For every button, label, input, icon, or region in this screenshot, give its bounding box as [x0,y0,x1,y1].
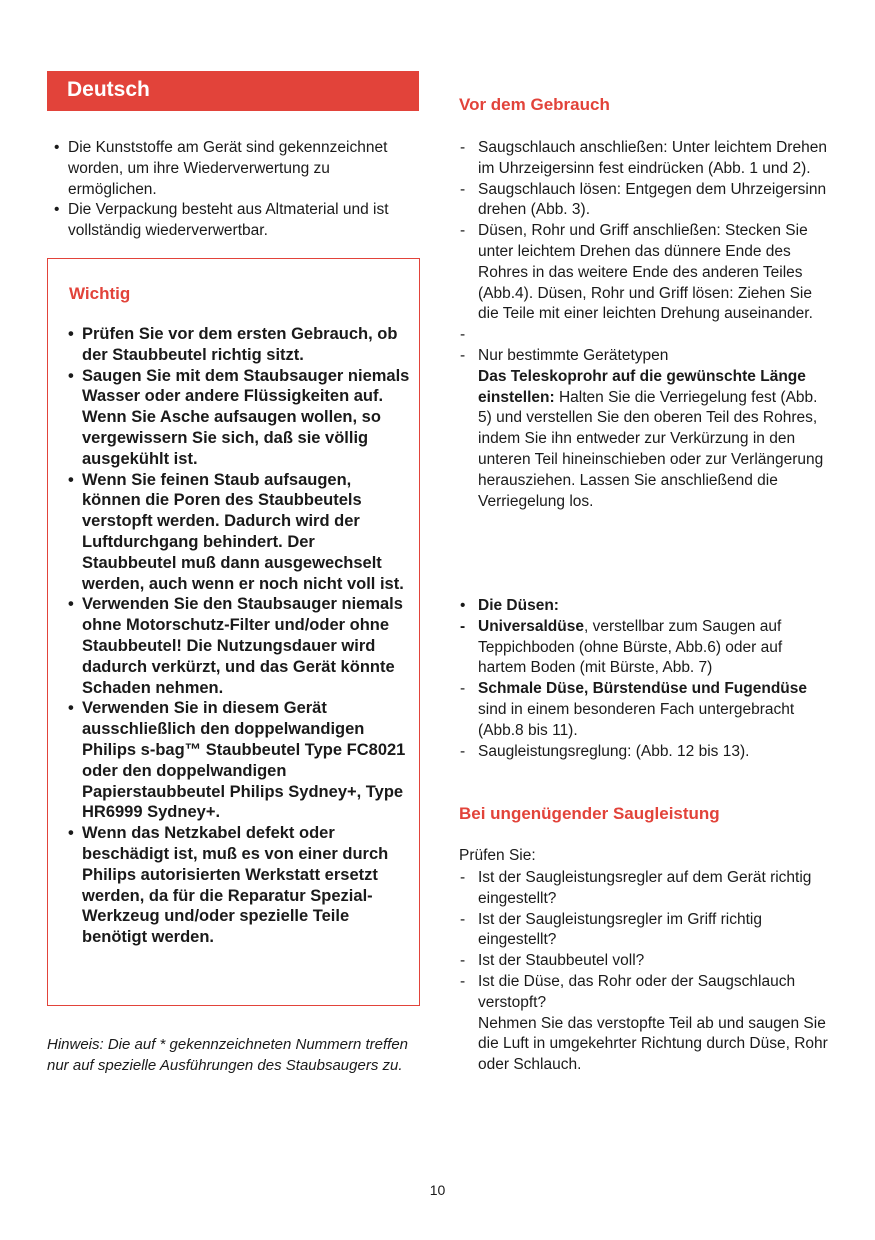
important-notice-box [47,258,420,1006]
list-item [459,972,829,1076]
small-nozzles-text: sind in einem besonderen Fach untergebracht (Abb.8 bis 11). [478,700,795,739]
list-item-telescope [459,346,829,512]
insufficient-suction-list [459,868,829,1076]
blocked-question: Ist die Düse, das Rohr oder der Saugschlauch verstopft? [478,972,796,1011]
list-item [459,617,829,679]
small-nozzles-label: Schmale Düse, Bürstendüse und Fugendüse [478,680,808,698]
footnote: Hinweis: Die auf * gekennzeichneten Nummern treffen nur auf spezielle Ausführungen des Staubsaugers zu. [47,1036,409,1074]
intro-bullet-list [54,138,419,242]
list-item: - Ist der Saugleistungsregler auf dem Gerät richtig eingestellt? [459,868,829,910]
list-item: • Saugen Sie mit dem Staubsauger niemals Wasser oder andere Flüssigkeiten auf. Wenn Sie Asche aufsaugen wollen, so vergewissern Sie sich, daß sie völlig ausgekühlt ist. [68,366,413,470]
check-intro: Prüfen Sie: [459,847,536,864]
list-item: - Ist der Staubbeutel voll? [459,951,829,972]
list-item [459,596,829,617]
list-item: - Ist der Saugleistungsregler im Griff richtig eingestellt? [459,910,829,952]
universal-nozzle-text: , verstellbar zum Saugen auf Teppichboden (ohne Bürste, Abb.6) oder auf hartem Boden (mit Bürste, Abb. 7) [478,617,783,677]
nozzle-list [459,596,829,762]
list-item: • Verwenden Sie den Staubsauger niemals ohne Motorschutz-Filter und/oder ohne Staubbeutel! Die Nutzungsdauer wird dadurch verkürzt, und das Gerät könnte Schaden nehmen. [68,594,413,698]
nozzles-title: Die Düsen: [478,597,559,614]
list-item: - Saugschlauch anschließen: Unter leichtem Drehen im Uhrzeigersinn fest eindrücken (Abb. 1 und 2). [459,138,829,180]
before-use-list [459,138,829,512]
language-header: Deutsch [47,71,419,111]
spacer [459,325,829,346]
telescope-bold: Das Teleskoprohr auf die gewünschte Länge einstellen: [478,367,806,406]
list-item: - Saugschlauch lösen: Entgegen dem Uhrzeigersinn drehen (Abb. 3). [459,180,829,222]
section-title-before-use: Vor dem Gebrauch [459,95,610,114]
blocked-remedy: Nehmen Sie das verstopfte Teil ab und saugen Sie die Luft in umgekehrter Richtung durch Düse, Rohr oder Schlauch. [478,1014,828,1074]
list-item: • Wenn das Netzkabel defekt oder beschädigt ist, muß es von einer durch Philips autorisierten Werkstatt ersetzt werden, da für die Reparatur Spezial-Werkzeug und/oder spezielle Teile benötigt werden. [68,823,413,948]
important-title: Wichtig [69,284,131,303]
list-item: • Verwenden Sie in diesem Gerät ausschließlich den doppelwandigen Philips s-bag™ Staubbeutel Type FC8021 oder den doppelwandigen Papierstaubbeutel Philips Sydney+, Type HR6999 Sydney+. [68,698,413,823]
list-item: • Die Kunststoffe am Gerät sind gekennzeichnet worden, um ihre Wiederverwertung zu ermöglichen. [54,138,419,200]
list-item: - Saugleistungsreglung: (Abb. 12 bis 13). [459,742,829,763]
telescope-text: Halten Sie die Verriegelung fest (Abb. 5) und verstellen Sie den oberen Teil des Rohres, indem Sie ihn entweder zur Verkürzung in den unteren Teil hineinschieben oder zur Verlängerung herausziehen. Lassen Sie anschließend die Verriegelung los. [478,388,824,510]
page-number: 10 [429,1182,446,1198]
list-item: • Wenn Sie feinen Staub aufsaugen, können die Poren des Staubbeutels verstopft werden. Dadurch wird der Luftdurchgang behindert. Der Staubbeutel muß dann ausgewechselt werden, auch wenn er noch nicht voll ist. [68,470,413,595]
important-list [68,324,413,948]
universal-nozzle-label: Universaldüse [478,617,584,635]
list-item: • Die Verpackung besteht aus Altmaterial und ist vollständig wiederverwertbar. [54,200,419,242]
list-item: • Prüfen Sie vor dem ersten Gebrauch, ob der Staubbeutel richtig sitzt. [68,324,413,366]
telescope-prefix: Nur bestimmte Gerätetypen [478,346,669,364]
section-title-insufficient-suction: Bei ungenügender Saugleistung [459,804,720,823]
list-item: - Düsen, Rohr und Griff anschließen: Stecken Sie unter leichtem Drehen das dünnere Ende des Rohres in das weitere Ende des anderen Teiles (Abb.4). Düsen, Rohr und Griff lösen: Ziehen Sie die Teile mit einer leichten Drehung auseinander. [459,221,829,325]
list-item [459,679,829,741]
